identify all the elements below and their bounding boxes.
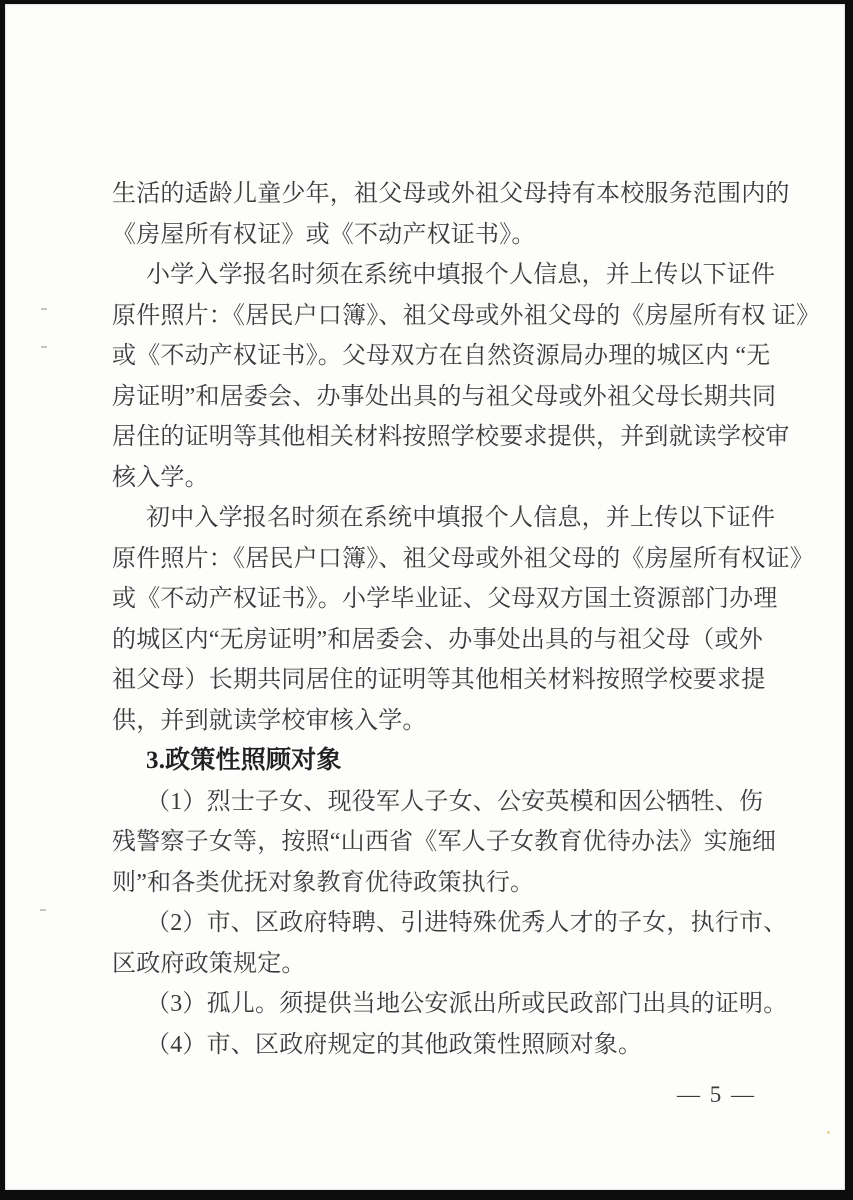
text-line: 核入学。 [112, 464, 209, 491]
text-line: 原件照片：《居民户口簿》、祖父母或外祖父母的《房屋所有权 证》 [112, 302, 821, 329]
text-line: 《房屋所有权证》或《不动产权证书》。 [112, 221, 536, 248]
scan-speck [41, 346, 47, 348]
text-line: 原件照片：《居民户口簿》、祖父母或外祖父母的《房屋所有权证》 [112, 545, 814, 572]
document-page [5, 4, 845, 1190]
scan-speck [41, 308, 47, 310]
text-line: 供，并到就读学校审核入学。 [112, 707, 427, 734]
scan-speck [40, 909, 46, 911]
text-line: 生活的适龄儿童少年，祖父母或外祖父母持有本校服务范围内的 [112, 181, 790, 207]
text-line: （2）市、区政府特聘、引进特殊优秀人才的子女，执行市、 [146, 910, 788, 936]
page-number: — 5 — [677, 1082, 756, 1107]
document-text [112, 174, 821, 1065]
section-heading: 3.政策性照顾对象 [146, 747, 342, 774]
text-line: 初中入学报名时须在系统中填报个人信息，并上传以下证件 [146, 505, 776, 531]
text-line: 区政府政策规定。 [112, 950, 306, 977]
text-line: 的城区内“无房证明”和居委会、办事处出具的与祖父母（或外 [112, 626, 763, 653]
text-line: 祖父母）长期共同居住的证明等其他相关材料按照学校要求提 [112, 667, 766, 693]
text-line: （4）市、区政府规定的其他政策性照顾对象。 [146, 1031, 643, 1058]
text-line: 房证明”和居委会、办事处出具的与祖父母或外祖父母长期共同 [112, 383, 777, 410]
text-line: （3）孤儿。须提供当地公安派出所或民政部门出具的证明。 [146, 991, 788, 1017]
text-line: （1）烈士子女、现役军人子女、公安英模和因公牺牲、伤 [146, 788, 764, 815]
text-line: 小学入学报名时须在系统中填报个人信息，并上传以下证件 [146, 262, 776, 288]
text-line: 残警察子女等，按照“山西省《军人子女教育优待办法》实施细 [112, 829, 777, 855]
text-line: 或《不动产权证书》。父母双方在自然资源局办理的城区内 “无 [112, 343, 771, 369]
text-line: 居住的证明等其他相关材料按照学校要求提供，并到就读学校审 [112, 424, 790, 450]
text-line: 则”和各类优抚对象教育优待政策执行。 [112, 869, 535, 896]
scan-speck [827, 1131, 830, 1134]
text-line: 或《不动产权证书》。小学毕业证、父母双方国土资源部门办理 [112, 586, 778, 612]
